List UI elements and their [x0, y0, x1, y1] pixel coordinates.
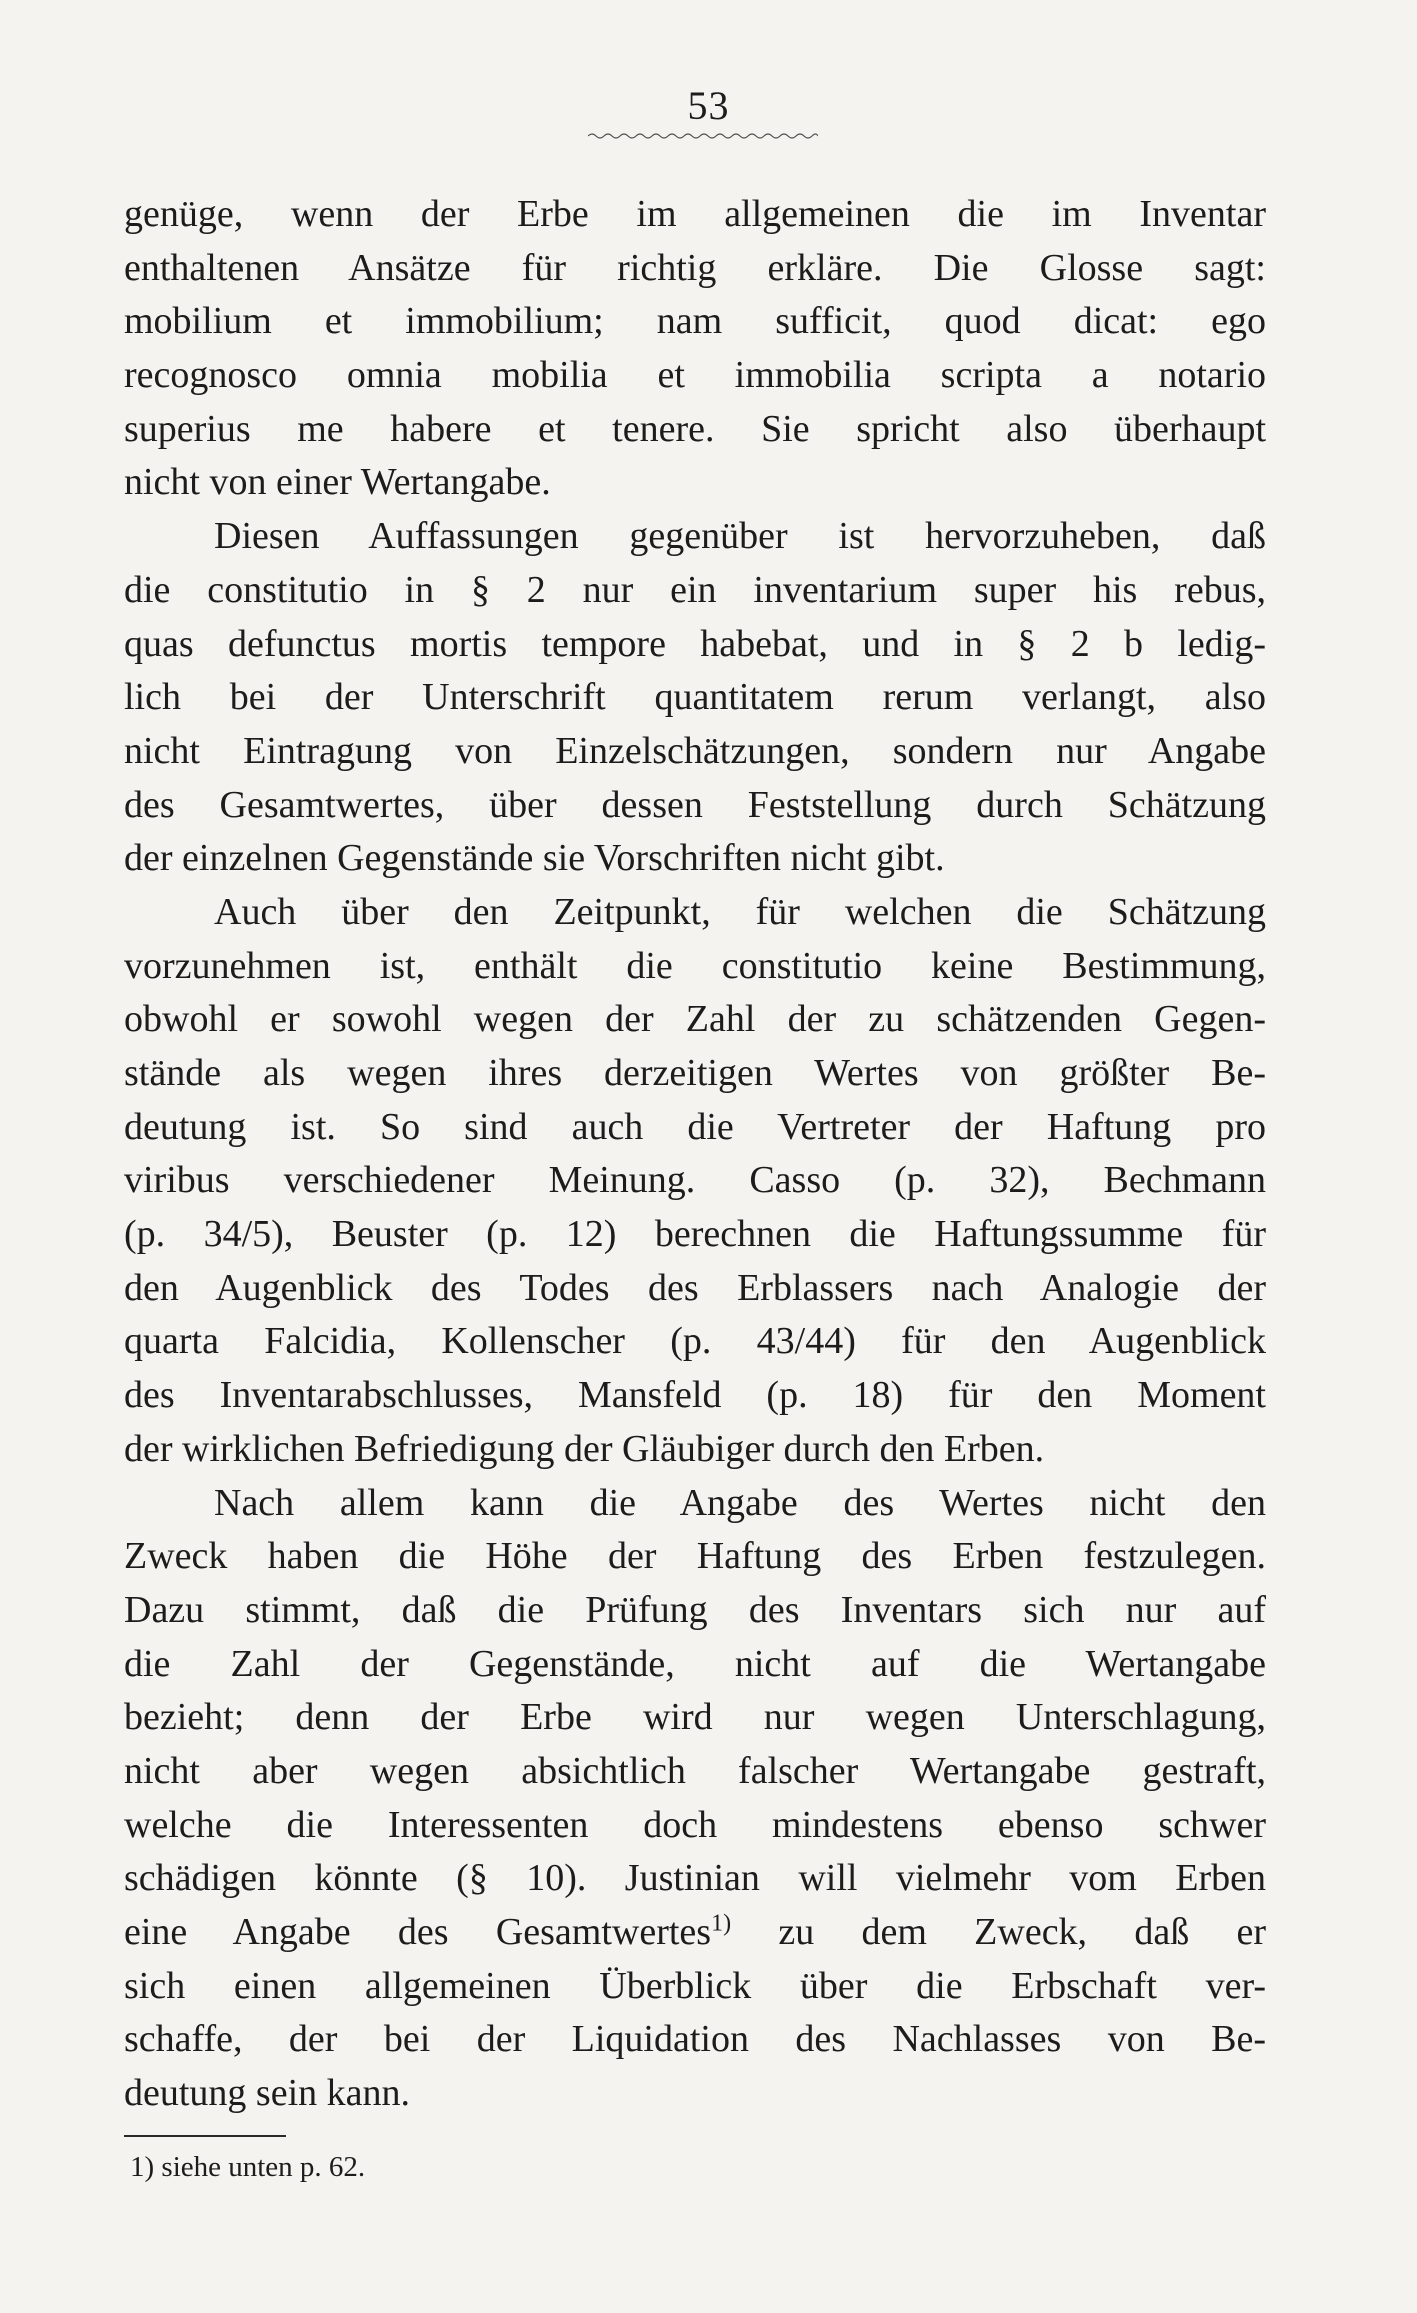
- line-text: bezieht; denn der Erbe wird nur wegen Unterschlagung,: [124, 1696, 1266, 1739]
- text-line: [124, 1315, 1266, 1369]
- line-text: der wirklichen Befriedigung der Gläubiger durch den Erben.: [124, 1427, 1045, 1470]
- line-text: Nach allem kann die Angabe des Wertes nicht den: [214, 1481, 1266, 1524]
- line-text-continued: zu dem Zweck, daß er: [731, 1911, 1266, 1953]
- text-line: [124, 1477, 1266, 1531]
- line-text: schädigen könnte (§ 10). Justinian will vielmehr vom Erben: [124, 1857, 1266, 1900]
- line-text: lich bei der Unterschrift quantitatem rerum verlangt, also: [124, 676, 1266, 719]
- line-text: nicht aber wegen absichtlich falscher Wertangabe gestraft,: [124, 1749, 1266, 1792]
- text-line: [124, 564, 1266, 618]
- line-text: den Augenblick des Todes des Erblassers nach Analogie der: [124, 1266, 1266, 1309]
- text-line: [124, 725, 1266, 779]
- text-line: [124, 671, 1266, 725]
- page-number: 53: [687, 83, 730, 128]
- text-line: [124, 242, 1266, 296]
- text-line: [124, 1530, 1266, 1584]
- footnote-rule: [124, 2135, 286, 2137]
- line-text: recognosco omnia mobilia et immobilia scripta a notario: [124, 354, 1266, 397]
- line-text: enthaltenen Ansätze für richtig erkläre. Die Glosse sagt:: [124, 246, 1266, 289]
- line-text: quas defunctus mortis tempore habebat, und in § 2 b ledig-: [124, 622, 1266, 665]
- text-line: [124, 2013, 1266, 2067]
- text-line: [124, 1423, 1266, 1477]
- text-line: [124, 618, 1266, 672]
- line-text: eine Angabe des Gesamtwertes: [124, 1911, 712, 1953]
- line-text: genüge, wenn der Erbe im allgemeinen die im Inventar: [124, 193, 1266, 235]
- text-line: [124, 1852, 1266, 1906]
- text-line: [124, 1960, 1266, 2014]
- text-line: [124, 1799, 1266, 1853]
- text-line: [124, 1047, 1266, 1101]
- footnote-reference: 1): [711, 1910, 732, 1937]
- line-text: Diesen Auffassungen gegenüber ist hervorzuheben, daß: [214, 515, 1266, 558]
- line-text: vorzunehmen ist, enthält die constitutio keine Bestimmung,: [124, 944, 1266, 987]
- line-text: Dazu stimmt, daß die Prüfung des Inventars sich nur auf: [124, 1588, 1266, 1631]
- line-text: Zweck haben die Höhe der Haftung des Erben festzulegen.: [124, 1535, 1266, 1578]
- line-text: deutung ist. So sind auch die Vertreter der Haftung pro: [124, 1105, 1266, 1148]
- text-line: [124, 1101, 1266, 1155]
- text-line: [124, 1208, 1266, 1262]
- text-line: [124, 1691, 1266, 1745]
- line-text: Auch über den Zeitpunkt, für welchen die Schätzung: [214, 890, 1266, 933]
- text-line: [124, 456, 1266, 510]
- line-text: der einzelnen Gegenstände sie Vorschriften nicht gibt.: [124, 837, 945, 880]
- text-line: [124, 403, 1266, 457]
- line-text: schaffe, der bei der Liquidation des Nachlasses von Be-: [124, 2018, 1266, 2061]
- line-text: des Gesamtwertes, über dessen Feststellung durch Schätzung: [124, 783, 1266, 826]
- line-text: mobilium et immobilium; nam sufficit, quod dicat: ego: [124, 300, 1266, 343]
- text-line: [124, 349, 1266, 403]
- text-line: [124, 1154, 1266, 1208]
- text-line: [124, 886, 1266, 940]
- text-line: [124, 779, 1266, 833]
- line-text: stände als wegen ihres derzeitigen Wertes von größter Be-: [124, 1052, 1266, 1094]
- text-line: [124, 1906, 1266, 1960]
- line-text: quarta Falcidia, Kollenscher (p. 43/44) für den Augenblick: [124, 1320, 1266, 1363]
- body-text: [124, 188, 1266, 2121]
- line-text: superius me habere et tenere. Sie spricht also überhaupt: [124, 407, 1266, 450]
- text-line: [124, 510, 1266, 564]
- text-line: [124, 832, 1266, 886]
- text-line: [124, 1369, 1266, 1423]
- ornament-rule: [588, 132, 818, 140]
- line-text: deutung sein kann.: [124, 2072, 411, 2115]
- text-line: [124, 1745, 1266, 1799]
- line-text: (p. 34/5), Beuster (p. 12) berechnen die Haftungssumme für: [124, 1213, 1266, 1256]
- text-line: [124, 1638, 1266, 1692]
- line-text: die constitutio in § 2 nur ein inventarium super his rebus,: [124, 568, 1266, 611]
- text-line: [124, 940, 1266, 994]
- line-text: welche die Interessenten doch mindestens ebenso schwer: [124, 1803, 1266, 1846]
- line-text: viribus verschiedener Meinung. Casso (p. 32), Bechmann: [124, 1159, 1266, 1202]
- text-line: [124, 993, 1266, 1047]
- line-text: obwohl er sowohl wegen der Zahl der zu schätzenden Gegen-: [124, 998, 1266, 1041]
- line-text: sich einen allgemeinen Überblick über die Erbschaft ver-: [124, 1964, 1266, 2007]
- text-line: [124, 1584, 1266, 1638]
- line-text: nicht von einer Wertangabe.: [124, 461, 551, 504]
- line-text: die Zahl der Gegenstände, nicht auf die Wertangabe: [124, 1642, 1266, 1685]
- text-line: [124, 2067, 1266, 2121]
- line-text: des Inventarabschlusses, Mansfeld (p. 18) für den Moment: [124, 1374, 1266, 1417]
- text-line: [124, 188, 1266, 242]
- text-line: [124, 1262, 1266, 1316]
- footnote: 1) siehe unten p. 62.: [130, 2151, 366, 2183]
- text-line: [124, 295, 1266, 349]
- line-text: nicht Eintragung von Einzelschätzungen, sondern nur Angabe: [124, 729, 1266, 772]
